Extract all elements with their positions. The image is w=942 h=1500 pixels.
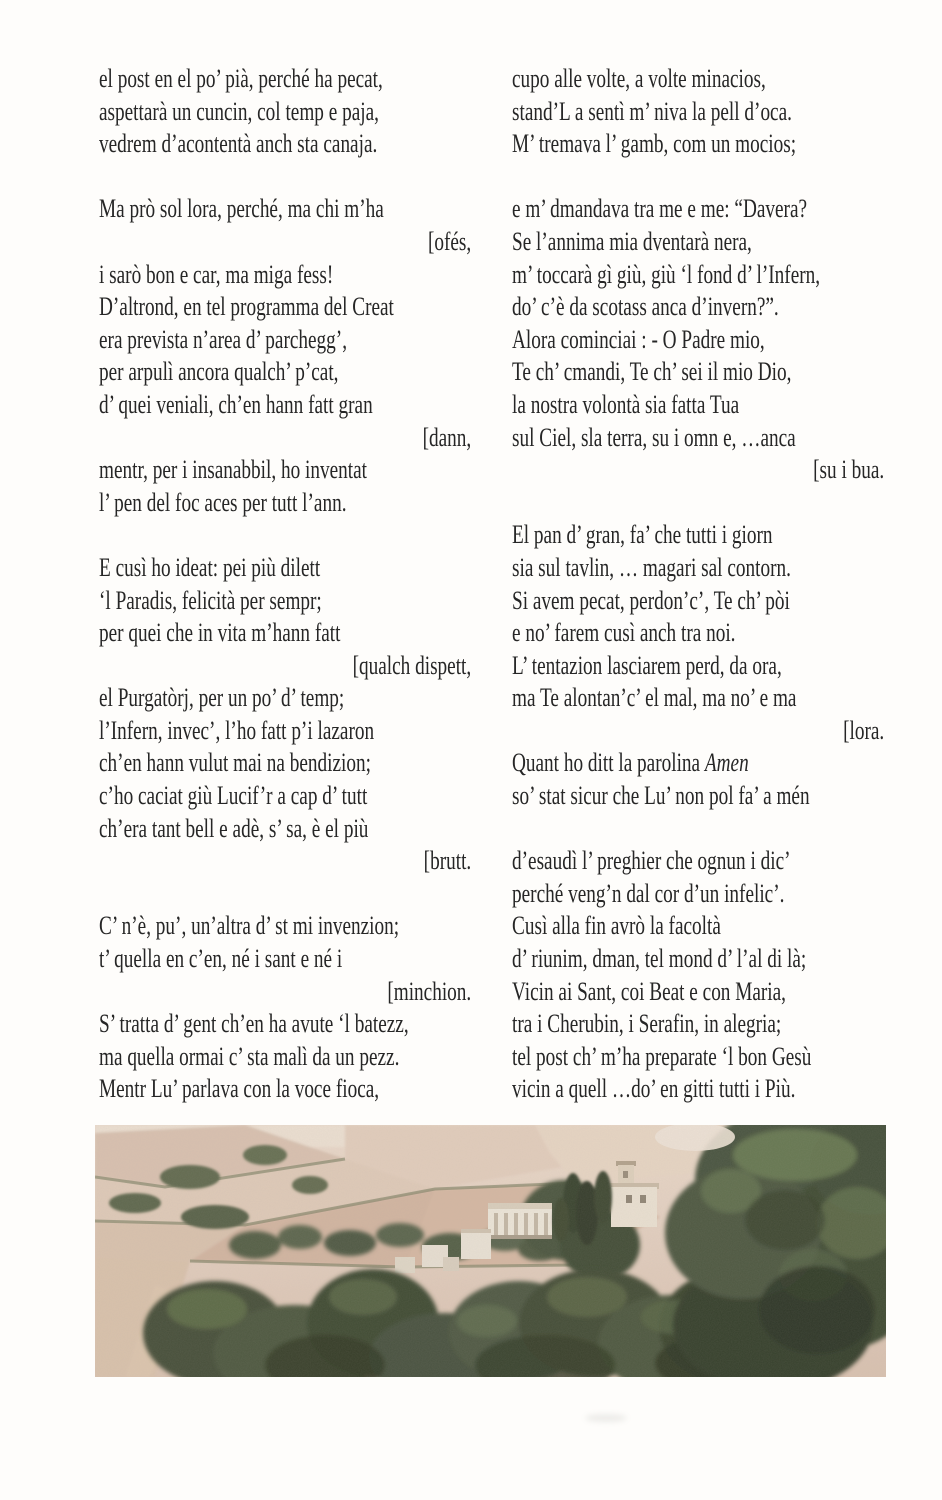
poem-line: sul Ciel, sla terra, su i omn e, …anca [512, 422, 796, 452]
poem-line: L’ tentazion lasciarem perd, da ora, [512, 650, 782, 680]
poem-line [512, 747, 886, 780]
poem-line: sia sul tavlin, … magari sal contorn. [512, 552, 791, 582]
poem-column-right [512, 63, 886, 1106]
poem-line: m’ toccarà gì giù, giù ‘l fond d’ l’Infern, [512, 259, 821, 289]
poem-line: [lora. [843, 715, 885, 745]
poem-line: e no’ farem cusì anch tra noi. [512, 618, 736, 648]
poem-line: l’ pen del foc aces per tutt l’ann. [99, 487, 347, 517]
poem-line: [ofés, [427, 226, 472, 256]
poem-line: era prevista n’area d’ parchegg’, [99, 324, 348, 354]
poem-line: S’ tratta d’ gent ch’en ha avute ‘l batezz, [99, 1009, 409, 1039]
poem-line: el post en el po’ pià, perché ha pecat, [99, 64, 383, 93]
poem-line: d’ riunim, dman, tel mond d’ l’al di là; [512, 944, 807, 974]
landscape-photo [95, 1125, 886, 1377]
poem-line: i sarò bon e car, ma miga fess! [99, 259, 334, 289]
poem-line: so’ stat sicur che Lu’ non pol fa’ a mén [512, 781, 810, 811]
poem-line: Vicin ai Sant, coi Beat e con Maria, [512, 976, 786, 1006]
poem-line: El pan d’ gran, fa’ che tutti i giorn [512, 520, 773, 550]
stanza [99, 193, 473, 519]
poem-line: Mentr Lu’ parlava con la voce fioca, [99, 1074, 380, 1104]
poem-line: mentr, per i insanabbil, ho inventat [99, 455, 367, 485]
poem-line: [qualch dispett, [352, 650, 472, 680]
stanza [512, 519, 886, 812]
poem-line: Alora cominciai : - O Padre mio, [512, 324, 765, 354]
poem-line: [brutt. [423, 846, 472, 876]
poem-line: ‘l Paradis, felicità per sempr; [99, 585, 322, 615]
poem-line: ch’en hann vulut mai na bendizion; [99, 748, 371, 778]
stanza [512, 845, 886, 1106]
poem-line: [su i bua. [813, 455, 885, 485]
poem-text: Quant ho ditt la parolina [512, 748, 705, 778]
poem-line: D’altrond, en tel programma del Creat [99, 292, 394, 322]
stanza [99, 910, 473, 1106]
poem-line: aspettarà un cuncin, col temp e paja, [99, 96, 379, 126]
poem-word-italic: Amen [704, 748, 749, 778]
stanza [512, 193, 886, 486]
poem-line: ch’era tant bell e adè, s’ sa, è el più [99, 813, 369, 843]
poem-line: E cusì ho ideat: pei più dilett [99, 552, 321, 582]
poem-line: Se l’annima mia dventarà nera, [512, 226, 752, 256]
poem-line: ma quella ormai c’ sta malì da un pezz. [99, 1041, 400, 1071]
poem-line: la nostra volontà sia fatta Tua [512, 389, 740, 419]
poem-line: Te ch’ cmandi, Te ch’ sei il mio Dio, [512, 357, 792, 387]
poem-line: d’ quei veniali, ch’en hann fatt gran [99, 389, 373, 419]
poem-line: ma Te alontan’c’ el mal, ma no’ e ma [512, 683, 797, 713]
poem-line: per arpulì ancora qualch’ p’cat, [99, 357, 339, 387]
poem-line: stand’L a sentì m’ niva la pell d’oca. [512, 96, 792, 126]
poem-line: perché veng’n dal cor d’un infelic’. [512, 878, 785, 908]
poem-line: el Purgatòrj, per un po’ d’ temp; [99, 683, 345, 713]
poem-column-left [99, 63, 473, 1106]
poem-line: tel post ch’ m’ha preparate ‘l bon Gesù [512, 1041, 812, 1071]
stanza [99, 63, 473, 161]
poem-line: c’ho caciat giù Lucif’r a cap d’ tutt [99, 781, 368, 811]
stanza [99, 552, 473, 878]
stanza [512, 63, 886, 161]
landscape-photo-art [95, 1125, 886, 1377]
poem-line: do’ c’è da scotass anca d’invern?”. [512, 292, 779, 322]
poem-line: C’ n’è, pu’, un’altra d’ st mi invenzion; [99, 911, 400, 941]
film-grain [95, 1125, 886, 1377]
poem-line: e m’ dmandava tra me e me: “Davera? [512, 194, 808, 224]
poem-line: vedrem d’acontentà anch sta canaja. [99, 129, 378, 159]
poem-line: per quei che in vita m’hann fatt [99, 618, 341, 648]
poem-line: d’esaudì l’ preghier che ognun i dic’ [512, 846, 791, 876]
print-artifact [585, 1414, 627, 1422]
poem-line: Si avem pecat, perdon’c’, Te ch’ pòi [512, 585, 790, 615]
poem-line: l’Infern, invec’, l’ho fatt p’i lazaron [99, 715, 375, 745]
poem-line: t’ quella en c’en, né i sant e né i [99, 944, 343, 974]
poem-line: tra i Cherubin, i Serafin, in alegria; [512, 1009, 782, 1039]
poem-line: [minchion. [387, 976, 472, 1006]
poem-line: [dann, [422, 422, 472, 452]
poem-line: vicin a quell …do’ en gitti tutti i Più. [512, 1074, 796, 1104]
poem-line: Cusì alla fin avrò la facoltà [512, 911, 721, 941]
poem-line: Ma prò sol lora, perché, ma chi m’ha [99, 194, 384, 224]
poem-line: cupo alle volte, a volte minacios, [512, 64, 766, 93]
poem-line: M’ tremava l’ gamb, com un mocios; [512, 129, 797, 159]
